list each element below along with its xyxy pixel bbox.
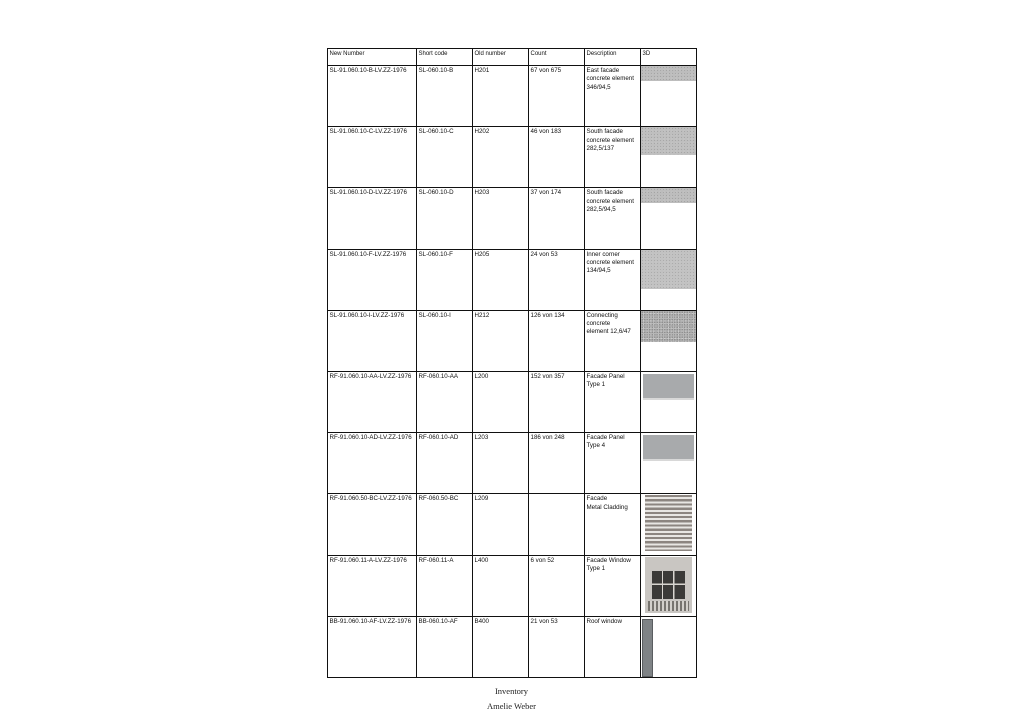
cell-description [585,555,641,616]
cell-short-code: RF-060.50-BC [417,494,473,555]
cell-short-code: SL-060.10-I [417,310,473,371]
cell-description [585,433,641,494]
header-count: Count [529,49,585,66]
concrete-texture-thumbnail [641,311,696,342]
window-grille [648,601,689,611]
cell-old-number: L203 [473,433,529,494]
cell-short-code: RF-060.10-AD [417,433,473,494]
cell-old-number: L209 [473,494,529,555]
metal-cladding-thumbnail [645,495,692,551]
header-short-code: Short code [417,49,473,66]
table-row [328,494,697,555]
cell-description [585,616,641,677]
concrete-texture-thumbnail [641,188,696,203]
cell-new-number: RF-91.060.10-AA-LV.ZZ-1976 [328,371,417,432]
cell-count: 37 von 174 [529,188,585,249]
cell-old-number: L200 [473,371,529,432]
description-text: Roof window [586,617,622,625]
table-row [328,188,697,249]
table-row [328,66,697,127]
cell-3d [641,249,697,310]
cell-count: 67 von 675 [529,66,585,127]
cell-3d [641,188,697,249]
cell-short-code: RF-060.11-A [417,555,473,616]
concrete-texture-thumbnail [641,127,696,155]
cell-short-code: SL-060.10-D [417,188,473,249]
table-row [328,616,697,677]
inventory-table [327,48,697,678]
concrete-texture-thumbnail [641,250,696,289]
cell-new-number: RF-91.060.50-BC-LV.ZZ-1976 [328,494,417,555]
description-text: Facade Panel Type 1 [586,372,625,389]
cell-description [585,310,641,371]
cell-old-number: H201 [473,66,529,127]
document-author: Amelie Weber [487,701,536,711]
cell-description [585,127,641,188]
description-text: Inner corner concrete element 134/94,5 [586,250,634,275]
description-text: Facade Metal Cladding [586,495,628,511]
description-text: Facade Panel Type 4 [586,434,625,450]
description-text: Connecting concrete element 12,6/47 [586,311,631,336]
cell-count [529,494,585,555]
cell-old-number: H212 [473,310,529,371]
document-title: Inventory [494,686,529,696]
cell-old-number: H205 [473,249,529,310]
cell-count: 24 von 53 [529,249,585,310]
facade-panel-thumbnail [643,435,694,461]
cell-count: 126 von 134 [529,310,585,371]
table-row [328,310,697,371]
cell-3d [641,616,697,677]
header-old-number: Old number [473,49,529,66]
cell-new-number: RF-91.060.10-AD-LV.ZZ-1976 [328,433,417,494]
cell-description [585,371,641,432]
table-row [328,371,697,432]
header-description: Description [585,49,641,66]
roof-window-thumbnail [642,619,653,677]
cell-3d [641,127,697,188]
header-new-number: New Number [328,49,417,66]
cell-short-code: SL-060.10-B [417,66,473,127]
table-row [328,249,697,310]
table-header-row [328,49,697,66]
window-frame [652,571,685,599]
description-text: Facade Window Type 1 [586,556,631,572]
cell-new-number: SL-91.060.10-C-LV.ZZ-1976 [328,127,417,188]
cell-count: 6 von 52 [529,555,585,616]
cell-new-number: SL-91.060.10-D-LV.ZZ-1976 [328,188,417,249]
cell-count: 152 von 357 [529,371,585,432]
description-text: East facade concrete element 346/94,5 [586,67,634,91]
cell-3d [641,310,697,371]
header-3d: 3D [641,49,697,66]
cell-short-code: RF-060.10-AA [417,371,473,432]
table-row [328,127,697,188]
description-text: South facade concrete element 282,5/137 [586,128,634,152]
cell-count: 186 von 248 [529,433,585,494]
cell-description [585,249,641,310]
cell-old-number: L400 [473,555,529,616]
cell-new-number: SL-91.060.10-B-LV.ZZ-1976 [328,66,417,127]
cell-new-number: SL-91.060.10-I-LV.ZZ-1976 [328,310,417,371]
cell-new-number: SL-91.060.10-F-LV.ZZ-1976 [328,249,417,310]
facade-panel-thumbnail [643,374,694,400]
cell-old-number: B400 [473,616,529,677]
table-row [328,433,697,494]
cell-short-code: BB-060.10-AF [417,616,473,677]
concrete-texture-thumbnail [641,66,696,81]
cell-short-code: SL-060.10-F [417,249,473,310]
cell-3d [641,66,697,127]
cell-short-code: SL-060.10-C [417,127,473,188]
cell-3d [641,433,697,494]
cell-old-number: H203 [473,188,529,249]
cell-3d [641,555,697,616]
cell-count: 21 von 53 [529,616,585,677]
cell-new-number: RF-91.060.11-A-LV.ZZ-1976 [328,555,417,616]
cell-description [585,494,641,555]
cell-new-number: BB-91.060.10-AF-LV.ZZ-1976 [328,616,417,677]
cell-description [585,66,641,127]
cell-old-number: H202 [473,127,529,188]
cell-3d [641,371,697,432]
description-text: South facade concrete element 282,5/94,5 [586,189,634,214]
table-row [328,555,697,616]
cell-3d [641,494,697,555]
cell-count: 46 von 183 [529,127,585,188]
facade-window-thumbnail [645,557,692,613]
cell-description [585,188,641,249]
